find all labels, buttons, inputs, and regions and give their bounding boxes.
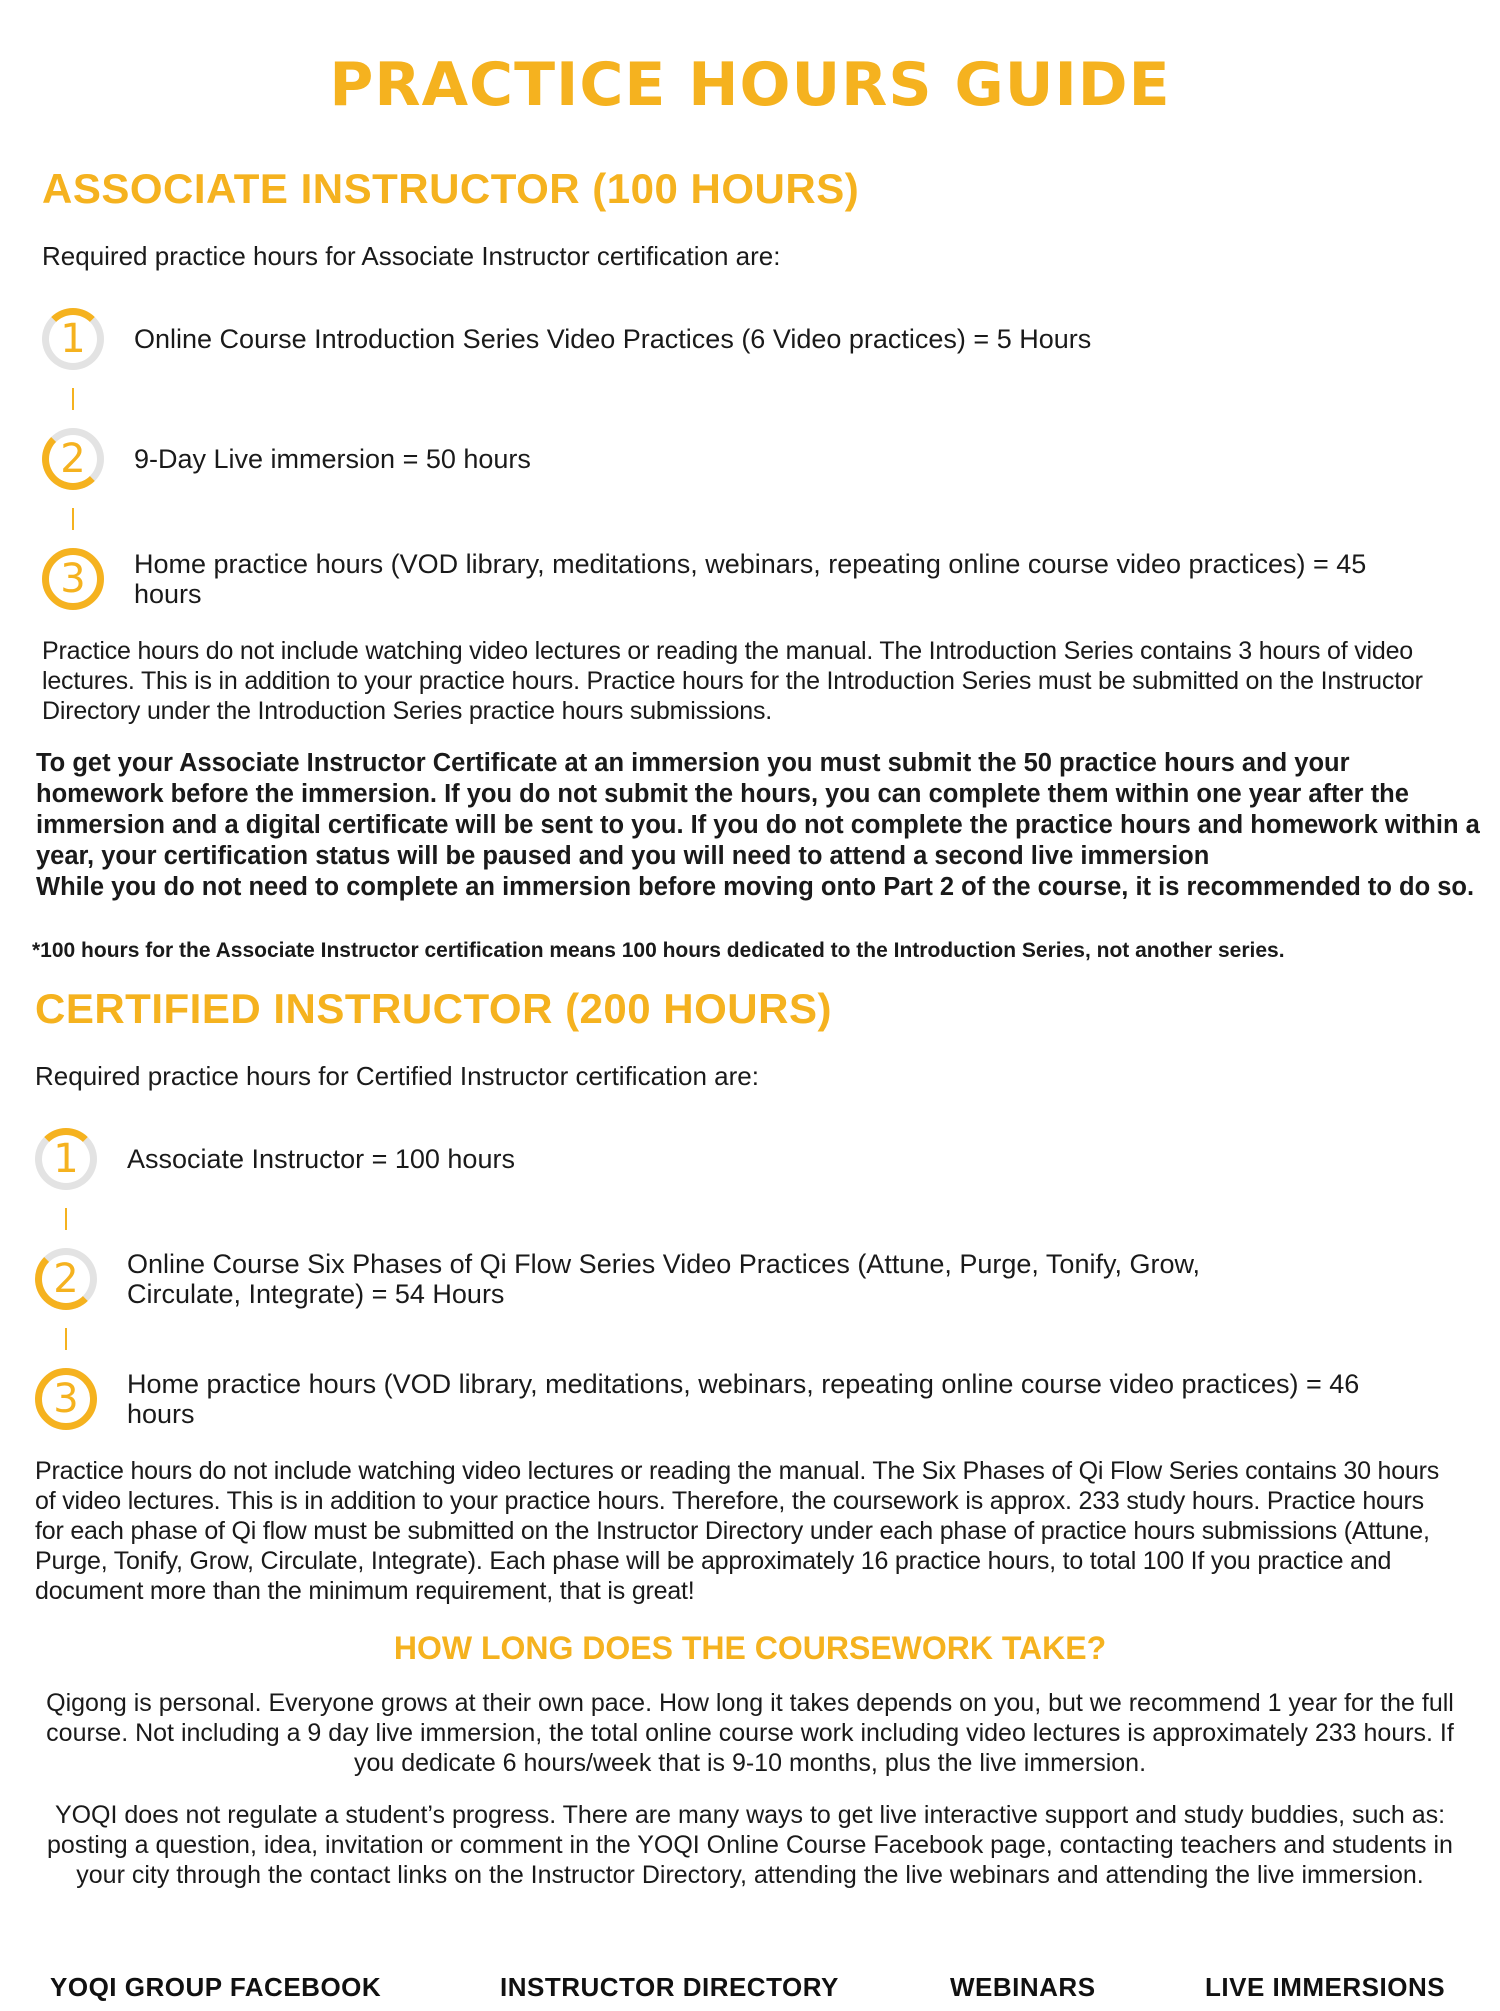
step-connector <box>65 1328 67 1350</box>
step-number-badge: 2 <box>35 1248 97 1310</box>
associate-steps <box>42 308 1482 610</box>
coursework-paragraph-1: Qigong is personal. Everyone grows at their own pace. How long it takes depends on you, but we recommend 1 year for the full course. Not including a 9 day live immersion, the total online course work including video lectures is approximately 233 hours. If you dedicate 6 hours/week that is 9-10 months, plus the live immersion. <box>46 1689 1454 1777</box>
associate-section <box>32 165 1482 963</box>
associate-intro: Required practice hours for Associate Instructor certification are: <box>42 241 781 271</box>
step-text: Associate Instructor = 100 hours <box>127 1144 515 1174</box>
certified-heading: CERTIFIED INSTRUCTOR (200 HOURS) <box>35 985 832 1032</box>
associate-step-2 <box>42 428 1482 490</box>
step-text: Home practice hours (VOD library, meditations, webinars, repeating online course video practices) = 46 hours <box>127 1369 1360 1429</box>
associate-certificate-note: To get your Associate Instructor Certificate at an immersion you must submit the 50 practice hours and your homework before the immersion. If you do not submit the hours, you can complete them within one year after the immersion and a digital certificate will be sent to you. If you do not complete the practice hours and homework within a year, your certification status will be paused and you will need to attend a second live immersion <box>36 749 1480 870</box>
step-text: 9-Day Live immersion = 50 hours <box>134 444 531 474</box>
webinars-link[interactable]: WEBINARS <box>950 1972 1096 2002</box>
step-connector <box>72 508 74 530</box>
certified-intro: Required practice hours for Certified Instructor certification are: <box>35 1061 759 1091</box>
step-number-badge: 1 <box>35 1128 97 1190</box>
footer-links <box>0 1972 1500 2006</box>
yoqi-facebook-link[interactable]: YOQI GROUP FACEBOOK <box>50 1972 382 2002</box>
step-text: Home practice hours (VOD library, meditations, webinars, repeating online course video practices) = 45 hours <box>134 549 1367 609</box>
instructor-directory-link[interactable]: INSTRUCTOR DIRECTORY <box>500 1972 839 2002</box>
step-connector <box>65 1208 67 1230</box>
live-immersions-link[interactable]: LIVE IMMERSIONS <box>1205 1972 1446 2002</box>
certified-step-2 <box>35 1248 1475 1310</box>
coursework-paragraph-2: YOQI does not regulate a student’s progress. There are many ways to get live interactive support and study buddies, such as: posting a question, idea, invitation or comment in the YOQI Online Course Facebook page, contacting teachers and students in your city through the contact links on the Instructor Directory, attending the live webinars and attending the live immersion. <box>47 1801 1453 1889</box>
certified-steps <box>35 1128 1475 1430</box>
step-number-badge: 3 <box>35 1368 97 1430</box>
associate-heading: ASSOCIATE INSTRUCTOR (100 HOURS) <box>42 165 860 212</box>
certified-step-3 <box>35 1368 1475 1430</box>
step-connector <box>72 388 74 410</box>
step-number-badge: 1 <box>42 308 104 370</box>
certified-section <box>35 985 1475 1606</box>
certified-step-1 <box>35 1128 1475 1190</box>
associate-footnote: *100 hours for the Associate Instructor certification means 100 hours dedicated to the Introduction Series, not another series. <box>32 939 1285 962</box>
step-text: Online Course Introduction Series Video Practices (6 Video practices) = 5 Hours <box>134 324 1092 354</box>
associate-note: Practice hours do not include watching video lectures or reading the manual. The Introduction Series contains 3 hours of video lectures. This is in addition to your practice hours. Practice hours for the Introduction Series must be submitted on the Instructor Directory under the Introduction Series practice hours submissions. <box>42 637 1423 725</box>
certified-note: Practice hours do not include watching video lectures or reading the manual. The Six Phases of Qi Flow Series contains 30 hours of video lectures. This is in addition to your practice hours. Therefore, the coursework is approx. 233 study hours. Practice hours for each phase of Qi flow must be submitted on the Instructor Directory under each phase of practice hours submissions (Attune, Purge, Tonify, Grow, Circulate, Integrate). Each phase will be approximately 16 practice hours, to total 100 If you practice and document more than the minimum requirement, that is great! <box>35 1457 1440 1605</box>
associate-immersion-note: While you do not need to complete an immersion before moving onto Part 2 of the course, it is recommended to do so. <box>36 873 1475 901</box>
page-title: PRACTICE HOURS GUIDE <box>329 50 1171 120</box>
step-number-badge: 3 <box>42 548 104 610</box>
associate-step-1 <box>42 308 1482 370</box>
associate-step-3 <box>42 548 1482 610</box>
step-text: Online Course Six Phases of Qi Flow Series Video Practices (Attune, Purge, Tonify, Grow, Circulate, Integrate) = 54 Hours <box>127 1249 1200 1309</box>
step-number-badge: 2 <box>42 428 104 490</box>
coursework-heading: HOW LONG DOES THE COURSEWORK TAKE? <box>393 1630 1107 1666</box>
